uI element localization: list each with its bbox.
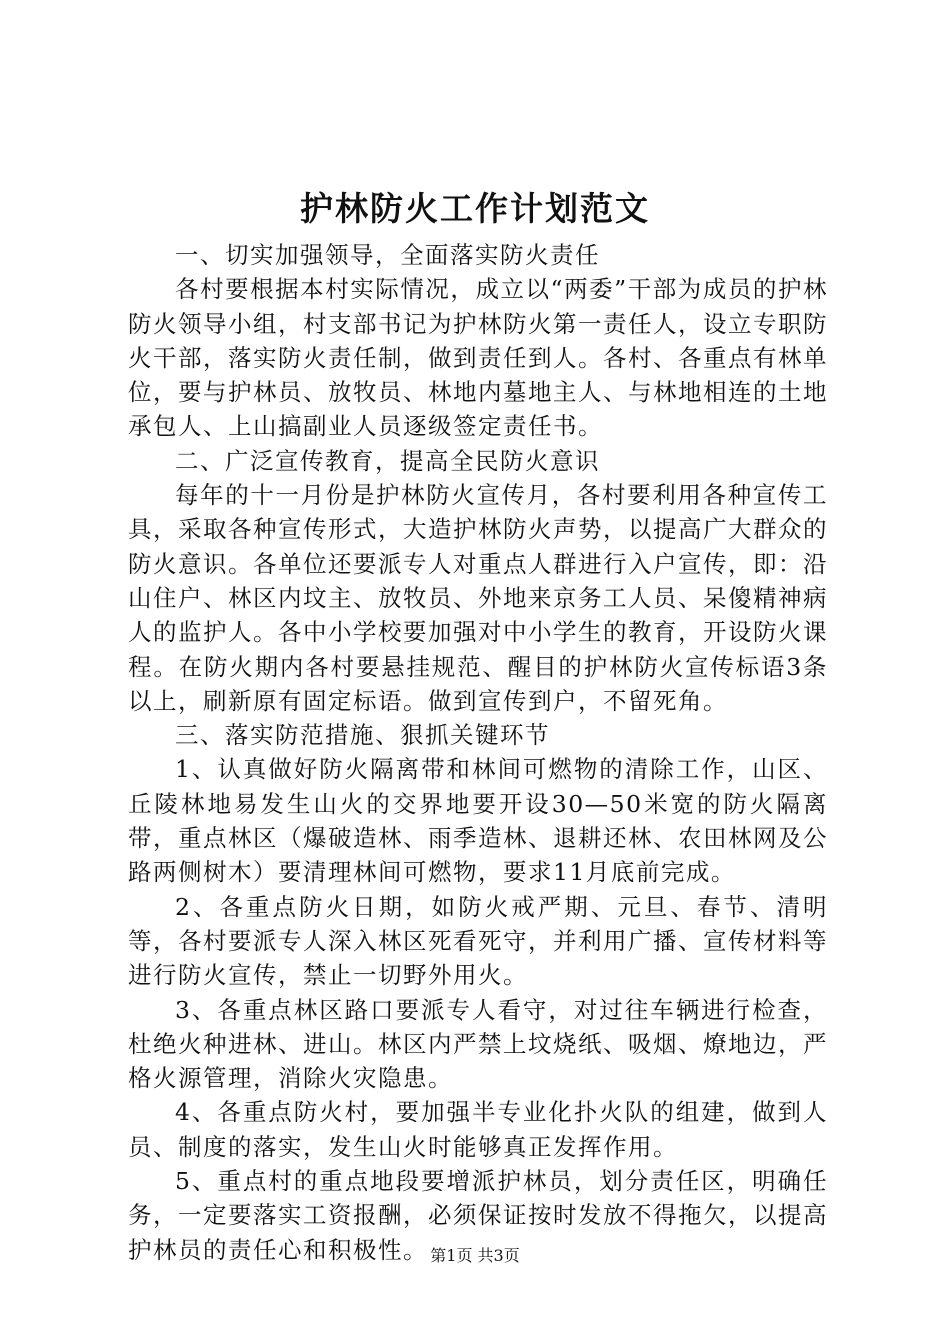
page-number: 第1页 共3页: [430, 1246, 520, 1265]
document-body: [128, 238, 828, 1267]
page-title: 护林防火工作计划范文: [300, 189, 650, 228]
list-item: 5、重点村的重点地段要增派护林员，划分责任区，明确任务，一定要落实工资报酬，必须保证按时发放不得拖欠，以提高护林员的责任心和积极性。: [128, 1167, 828, 1264]
paragraph: 每年的十一月份是护林防火宣传月，各村要利用各种宣传工具，采取各种宣传形式，大造护林防火声势，以提高广大群众的防火意识。各单位还要派专人对重点人群进行入户宣传，即：沿山住户、林区内坟主、放牧员、外地来京务工人员、呆傻精神病人的监护人。各中小学校要加强对中小学生的教育，开设防火课程。在防火期内各村要悬挂规范、醒目的护林防火宣传标语3条以上，刷新原有固定标语。做到宣传到户，不留死角。: [128, 481, 828, 715]
section-heading: 二、广泛宣传教育，提高全民防火意识: [175, 446, 600, 475]
paragraph: 各村要根据本村实际情况，成立以“两委”干部为成员的护林防火领导小组，村支部书记为护林防火第一责任人，设立专职防火干部，落实防火责任制，做到责任到人。各村、各重点有林单位，要与护林员、放牧员、林地内墓地主人、与林地相连的土地承包人、上山搞副业人员逐级签定责任书。: [128, 275, 828, 441]
list-item: 1、认真做好防火隔离带和林间可燃物的清除工作，山区、丘陵林地易发生山火的交界地要开设30—50米宽的防火隔离带，重点林区（爆破造林、雨季造林、退耕还林、农田林网及公路两侧树木）要清理林间可燃物，要求11月底前完成。: [128, 755, 828, 887]
list-item: 3、各重点林区路口要派专人看守，对过往车辆进行检查，杜绝火种进林、进山。林区内严禁上坟烧纸、吸烟、燎地边，严格火源管理，消除火灾隐患。: [128, 995, 828, 1093]
list-item: 2、各重点防火日期，如防火戒严期、元旦、春节、清明等，各村要派专人深入林区死看死守，并利用广播、宣传材料等进行防火宣传，禁止一切野外用火。: [128, 892, 828, 990]
section-heading: 一、切实加强领导，全面落实防火责任: [175, 241, 600, 269]
section-heading: 三、落实防范措施、狠抓关键环节: [175, 721, 550, 750]
list-item: 4、各重点防火村，要加强半专业化扑火队的组建，做到人员、制度的落实，发生山火时能够真正发挥作用。: [128, 1098, 828, 1161]
